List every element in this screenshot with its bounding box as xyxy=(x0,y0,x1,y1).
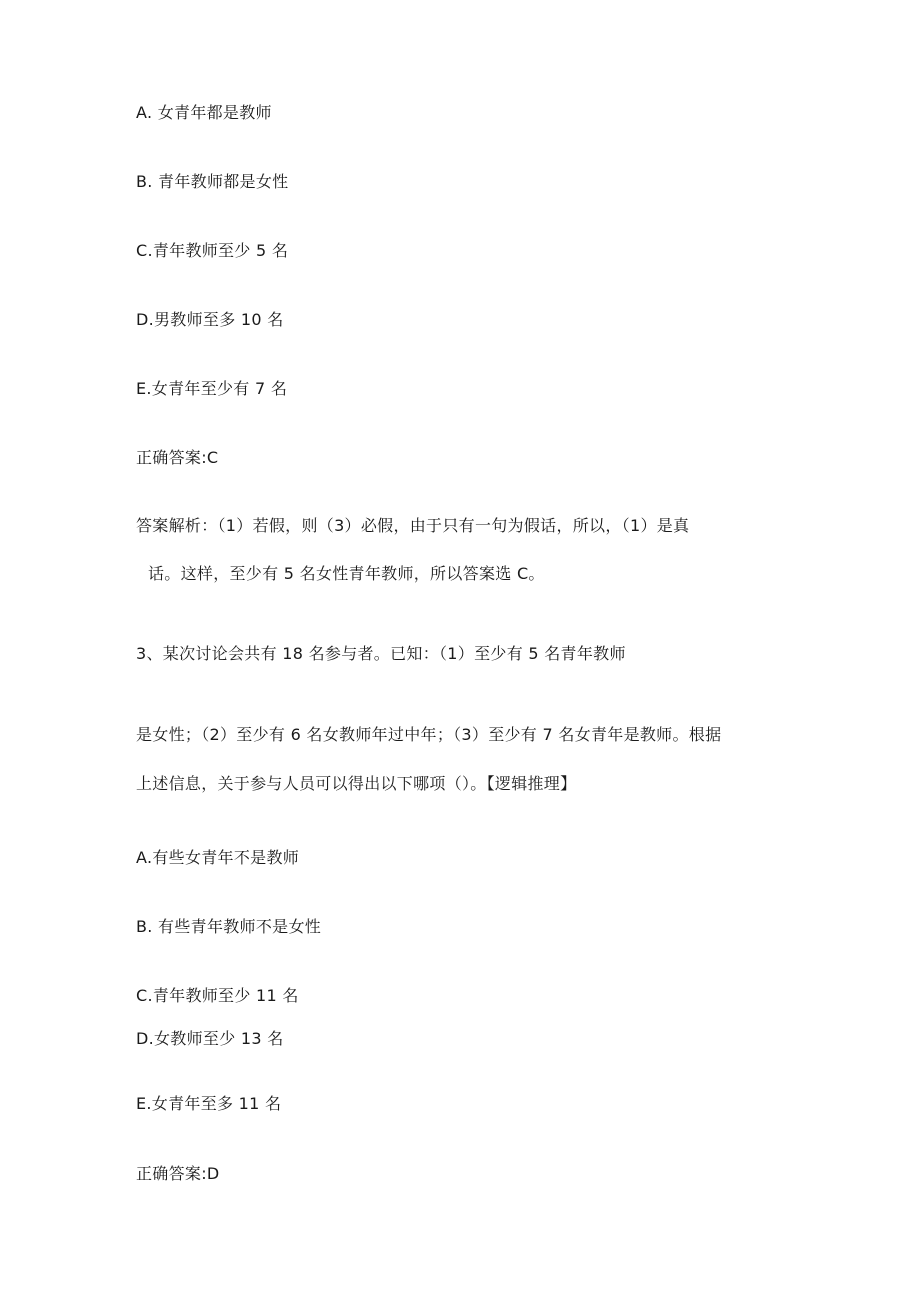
q3-stem-line-3: 上述信息，关于参与人员可以得出以下哪项（）。【逻辑推理】 xyxy=(136,774,577,793)
q2-option-c: C.青年教师至少 5 名 xyxy=(136,241,289,260)
q3-answer: 正确答案:D xyxy=(136,1164,220,1183)
q2-analysis-line-1: 答案解析：（1）若假，则（3）必假，由于只有一句为假话，所以，（1）是真 xyxy=(136,516,690,535)
q2-option-b: B. 青年教师都是女性 xyxy=(136,172,289,191)
q2-analysis-line-2: 话。这样，至少有 5 名女性青年教师，所以答案选 C。 xyxy=(148,564,545,583)
q2-option-a: A. 女青年都是教师 xyxy=(136,103,272,122)
q3-option-e: E.女青年至多 11 名 xyxy=(136,1094,282,1113)
q2-option-e: E.女青年至少有 7 名 xyxy=(136,379,288,398)
q3-option-d: D.女教师至少 13 名 xyxy=(136,1029,284,1048)
q3-stem-line-1: 3、某次讨论会共有 18 名参与者。已知：（1）至少有 5 名青年教师 xyxy=(136,644,626,663)
q3-option-b: B. 有些青年教师不是女性 xyxy=(136,917,322,936)
q3-option-c: C.青年教师至少 11 名 xyxy=(136,986,299,1005)
q3-stem-line-2: 是女性；（2）至少有 6 名女教师年过中年；（3）至少有 7 名女青年是教师。根据 xyxy=(136,725,722,744)
q2-answer: 正确答案:C xyxy=(136,448,219,467)
q2-option-d: D.男教师至多 10 名 xyxy=(136,310,284,329)
q3-option-a: A.有些女青年不是教师 xyxy=(136,848,300,867)
